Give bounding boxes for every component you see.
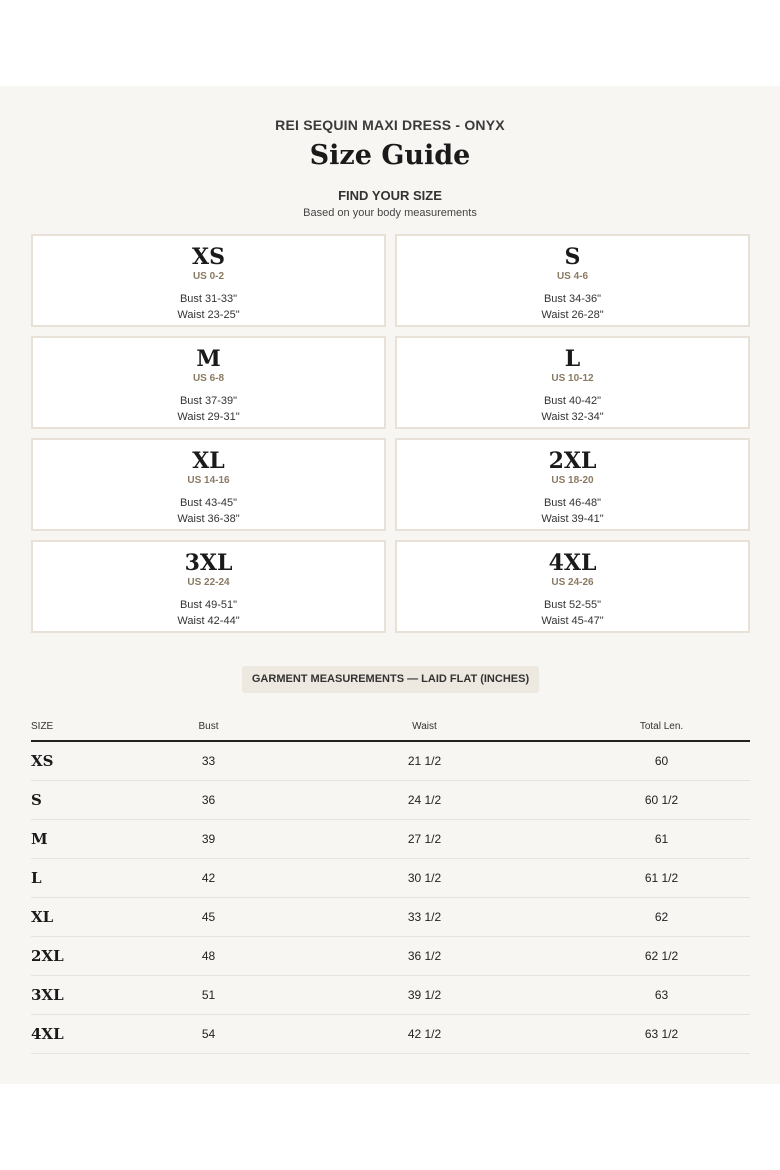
cell-length: 62 1/2	[644, 949, 679, 963]
table-row	[31, 937, 750, 976]
cell-size: XL	[31, 908, 54, 926]
card-waist: Waist 26-28"	[541, 309, 604, 321]
size-card-l	[395, 336, 750, 429]
card-us-size: US 14-16	[187, 475, 230, 486]
cell-size: XS	[31, 752, 54, 770]
cell-waist: 39 1/2	[407, 988, 442, 1002]
card-us-size: US 10-12	[551, 373, 594, 384]
cell-size: 2XL	[31, 947, 64, 965]
garment-measurements-badge: GARMENT MEASUREMENTS — LAID FLAT (INCHES)	[242, 666, 539, 693]
cell-length: 61 1/2	[644, 871, 679, 885]
table-row	[31, 742, 750, 781]
card-bust: Bust 49-51"	[179, 599, 238, 611]
card-waist: Waist 23-25"	[177, 309, 240, 321]
cell-length: 61	[654, 832, 669, 846]
size-card-3xl	[31, 540, 386, 633]
card-size-label: 2XL	[548, 448, 597, 474]
cell-bust: 42	[201, 871, 216, 885]
card-waist: Waist 39-41"	[541, 513, 604, 525]
cell-waist: 24 1/2	[407, 793, 442, 807]
cell-size: 4XL	[31, 1025, 64, 1043]
card-us-size: US 6-8	[192, 373, 225, 384]
cell-bust: 36	[201, 793, 216, 807]
measurements-table	[31, 712, 750, 1054]
header-total-length: Total Len.	[639, 720, 684, 732]
product-name: REI SEQUIN MAXI DRESS - ONYX	[275, 117, 505, 133]
cell-bust: 39	[201, 832, 216, 846]
header-size: SIZE	[31, 720, 54, 732]
table-row	[31, 976, 750, 1015]
find-size-subheading: Based on your body measurements	[303, 207, 477, 219]
card-bust: Bust 46-48"	[543, 497, 602, 509]
card-size-label: XL	[192, 448, 225, 474]
card-size-label: L	[564, 346, 581, 372]
card-us-size: US 4-6	[556, 271, 589, 282]
card-size-label: S	[564, 244, 581, 270]
header-bust: Bust	[198, 720, 219, 732]
card-size-label: 4XL	[548, 550, 597, 576]
page-title: Size Guide	[309, 140, 471, 171]
size-card-xl	[31, 438, 386, 531]
size-card-m	[31, 336, 386, 429]
cell-size: L	[31, 869, 42, 887]
cell-waist: 42 1/2	[407, 1027, 442, 1041]
card-bust: Bust 31-33"	[179, 293, 238, 305]
cell-size: S	[31, 791, 42, 809]
table-row	[31, 898, 750, 937]
size-cards-grid	[31, 234, 750, 633]
card-us-size: US 22-24	[187, 577, 230, 588]
find-size-heading: FIND YOUR SIZE	[338, 188, 442, 203]
card-size-label: M	[196, 346, 221, 372]
card-bust: Bust 40-42"	[543, 395, 602, 407]
card-us-size: US 18-20	[551, 475, 594, 486]
card-us-size: US 24-26	[551, 577, 594, 588]
cell-bust: 51	[201, 988, 216, 1002]
cell-size: 3XL	[31, 986, 64, 1004]
card-waist: Waist 29-31"	[177, 411, 240, 423]
card-bust: Bust 52-55"	[543, 599, 602, 611]
card-bust: Bust 37-39"	[179, 395, 238, 407]
cell-bust: 54	[201, 1027, 216, 1041]
table-row	[31, 781, 750, 820]
table-row	[31, 1015, 750, 1054]
cell-length: 62	[654, 910, 669, 924]
cell-waist: 36 1/2	[407, 949, 442, 963]
cell-waist: 30 1/2	[407, 871, 442, 885]
header-waist: Waist	[412, 720, 437, 732]
card-bust: Bust 43-45"	[179, 497, 238, 509]
card-waist: Waist 42-44"	[177, 615, 240, 627]
cell-waist: 27 1/2	[407, 832, 442, 846]
size-card-4xl	[395, 540, 750, 633]
size-card-s	[395, 234, 750, 327]
cell-waist: 33 1/2	[407, 910, 442, 924]
card-us-size: US 0-2	[192, 271, 225, 282]
table-row	[31, 820, 750, 859]
table-header-row	[31, 712, 750, 742]
card-size-label: 3XL	[184, 550, 233, 576]
card-size-label: XS	[192, 244, 225, 270]
size-card-xs	[31, 234, 386, 327]
cell-length: 63 1/2	[644, 1027, 679, 1041]
cell-bust: 33	[201, 754, 216, 768]
cell-length: 60 1/2	[644, 793, 679, 807]
cell-size: M	[31, 830, 48, 848]
cell-length: 63	[654, 988, 669, 1002]
size-card-2xl	[395, 438, 750, 531]
cell-waist: 21 1/2	[407, 754, 442, 768]
size-guide-panel	[0, 86, 780, 1084]
card-waist: Waist 32-34"	[541, 411, 604, 423]
cell-bust: 45	[201, 910, 216, 924]
card-waist: Waist 45-47"	[541, 615, 604, 627]
table-row	[31, 859, 750, 898]
card-bust: Bust 34-36"	[543, 293, 602, 305]
cell-bust: 48	[201, 949, 216, 963]
cell-length: 60	[654, 754, 669, 768]
card-waist: Waist 36-38"	[177, 513, 240, 525]
